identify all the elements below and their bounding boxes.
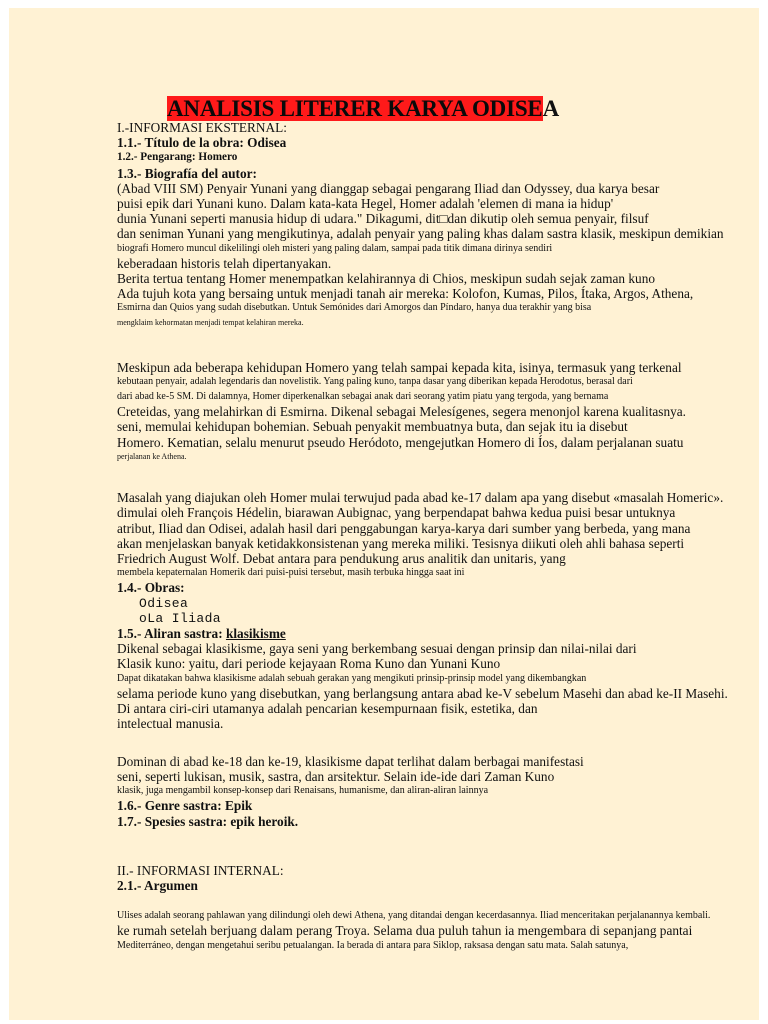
heading-1-4: 1.4.- Obras: xyxy=(117,580,185,596)
paragraph-line: selama periode kuno yang disebutkan, yang berlangsung antara abad ke-V sebelum Masehi dan abad ke-II Masehi. xyxy=(117,686,728,701)
document-body xyxy=(117,120,762,953)
paragraph-line: Klasik kuno: yaitu, dari periode kejayaan Roma Kuno dan Yunani Kuno xyxy=(117,656,501,672)
paragraph-line: intelectual manusia. xyxy=(117,716,224,732)
bio-line: mengklaim kehormatan menjadi tempat kelahiran mereka. xyxy=(117,317,304,327)
paragraph-line: Mediterráneo, dengan mengetahui seribu petualangan. Ia berada di antara para Siklop, raksasa dengan satu mata. Salah satunya, xyxy=(117,939,629,951)
paragraph-line: perjalanan ke Athena. xyxy=(117,451,187,461)
paragraph-line: kebutaan penyair, adalah legendaris dan novelistik. Yang paling kuno, tanpa dasar yang diberikan kepada Herodotus, berasal dari xyxy=(117,376,633,388)
heading-2-1: 2.1.- Argumen xyxy=(117,877,198,893)
paragraph-line: membela kepaternalan Homerik dari puisi-puisi tersebut, masih terbuka hingga saat ini xyxy=(117,567,465,579)
bio-line: puisi epik dari Yunani kuno. Dalam kata-kata Hegel, Homer adalah 'elemen di mana ia hidup' xyxy=(117,195,614,211)
document-title xyxy=(167,96,559,122)
paragraph-line: Masalah yang diajukan oleh Homer mulai terwujud pada abad ke-17 dalam apa yang disebut «masalah Homeric». xyxy=(117,490,724,506)
paragraph-line: Ulises adalah seorang pahlawan yang dilindungi oleh dewi Athena, yang ditandai dengan kecerdasannya. Iliad menceritakan perjalanannya kembali. xyxy=(117,910,711,922)
bio-line: dan seniman Yunani yang mengikutinya, adalah penyair yang paling khas dalam sastra klasik, meskipun demikian xyxy=(117,226,724,242)
bio-line: keberadaan historis telah dipertanyakan. xyxy=(117,255,332,271)
bio-line: biografi Homero muncul dikelilingi oleh misteri yang paling dalam, sampai pada titik dimana dirinya sendiri xyxy=(117,242,553,254)
bio-line: Berita tertua tentang Homer menempatkan kelahirannya di Chios, meskipun sudah sejak zaman kuno xyxy=(117,271,655,287)
obras-item: oLa Iliada xyxy=(139,610,222,626)
external-info-heading: I.-INFORMASI EKSTERNAL: xyxy=(117,120,287,135)
paragraph-line: Homero. Kematian, selalu menurut pseudo Heródoto, mengejutkan Homero di Íos, dalam perjalanan suatu xyxy=(117,434,684,450)
heading-1-5 xyxy=(117,626,762,641)
paragraph-line: Dapat dikatakan bahwa klasikisme adalah sebuah gerakan yang mengikuti prinsip-prinsip model yang dikembangkan xyxy=(117,672,587,684)
bio-line: Ada tujuh kota yang bersaing untuk menjadi tanah air mereka: Kolofon, Kumas, Pilos, Ítaka, Argos, Athena, xyxy=(117,286,694,302)
paragraph-line: dari abad ke-5 SM. Di dalamnya, Homer diperkenalkan sebagai anak dari seorang yatim piatu yang tergoda, yang bernama xyxy=(117,390,609,402)
heading-1-3: 1.3.- Biografía del autor: xyxy=(117,165,257,181)
klasikisme-link[interactable]: klasikisme xyxy=(225,626,286,642)
bio-line: Esmirna dan Quios yang sudah disebutkan. Untuk Semónides dari Amorgos dan Píndaro, hanya dua terakhir yang bisa xyxy=(117,302,592,314)
heading-1-1: 1.1.- Título de la obra: Odisea xyxy=(117,135,287,151)
heading-1-5-prefix: 1.5.- Aliran sastra: xyxy=(117,626,226,642)
paragraph-line: Creteidas, yang melahirkan di Esmirna. Dikenal sebagai Melesígenes, segera menonjol karena kualitasnya. xyxy=(117,404,686,420)
paragraph-line: klasik, juga mengambil konsep-konsep dari Renaisans, humanisme, dan aliran-aliran lainnya xyxy=(117,784,489,796)
heading-1-6: 1.6.- Genre sastra: Epik xyxy=(117,798,253,814)
paragraph-line: seni, seperti lukisan, musik, sastra, dan arsitektur. Selain ide-ide dari Zaman Kuno xyxy=(117,768,555,784)
paragraph-line: ke rumah setelah berjuang dalam perang Troya. Selama dua puluh tahun ia mengembara di sepanjang pantai xyxy=(117,923,693,939)
obras-item: Odisea xyxy=(139,595,189,611)
paragraph-line: Friedrich August Wolf. Debat antara para pendukung arus analitik dan unitaris, yang xyxy=(117,550,566,566)
heading-1-7: 1.7.- Spesies sastra: epik heroik. xyxy=(117,813,299,829)
internal-info-heading: II.- INFORMASI INTERNAL: xyxy=(117,862,284,878)
document-page xyxy=(9,8,759,1020)
bio-line: dunia Yunani seperti manusia hidup di udara." Dikagumi, dit□dan dikutip oleh semua penyair, filsuf xyxy=(117,211,649,227)
paragraph-line: Dikenal sebagai klasikisme, gaya seni yang berkembang sesuai dengan prinsip dan nilai-nilai dari xyxy=(117,641,637,657)
paragraph-line: Dominan di abad ke-18 dan ke-19, klasikisme dapat terlihat dalam berbagai manifestasi xyxy=(117,753,584,769)
paragraph-line: seni, memulai kehidupan bohemian. Sebuah penyakit membuatnya buta, dan sejak itu ia disebut xyxy=(117,419,628,435)
bio-line: (Abad VIII SM) Penyair Yunani yang dianggap sebagai pengarang Iliad dan Odyssey, dua karya besar xyxy=(117,180,660,196)
paragraph-line: atribut, Iliad dan Odisei, adalah hasil dari penggabungan karya-karya dari sumber yang berbeda, yang mana xyxy=(117,520,691,536)
paragraph-line: Meskipun ada beberapa kehidupan Homero yang telah sampai kepada kita, isinya, termasuk yang terkenal xyxy=(117,360,682,376)
paragraph-line: akan menjelaskan banyak ketidakkonsistenan yang mereka miliki. Tesisnya diikuti oleh ahli bahasa seperti xyxy=(117,535,685,551)
paragraph-line: Di antara ciri-ciri utamanya adalah pencarian kesempurnaan fisik, estetika, dan xyxy=(117,701,538,717)
heading-1-2: 1.2.- Pengarang: Homero xyxy=(117,151,238,164)
title-tail: A xyxy=(542,96,559,121)
title-highlight: ANALISIS LITERER KARYA ODISE xyxy=(167,96,543,121)
paragraph-line: dimulai oleh François Hédelin, biarawan Aubignac, yang berpendapat bahwa kedua puisi besar untuknya xyxy=(117,505,676,521)
